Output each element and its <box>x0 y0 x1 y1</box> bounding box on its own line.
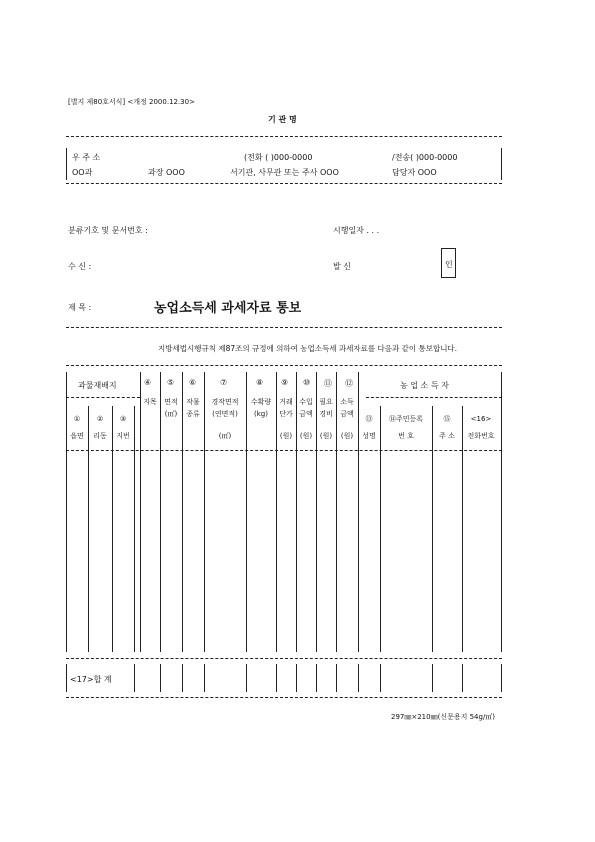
col-divider <box>462 406 463 652</box>
table-right-border <box>501 372 502 652</box>
header-farmer: 농 업 소 득 자 <box>400 381 449 390</box>
address-box-right <box>501 148 502 180</box>
col-cultivated-unit: (㎡) <box>218 432 232 440</box>
subject-label: 제 목 : <box>68 303 92 312</box>
total-divider <box>316 664 317 692</box>
col-n2: ② <box>96 415 104 423</box>
total-label: <17>합 계 <box>70 675 112 684</box>
total-divider <box>336 664 337 692</box>
address-fax: /전송( )000-0000 <box>392 153 458 162</box>
header-bottom-rule <box>66 450 502 451</box>
address-zip-label: 우 주 소 <box>72 153 101 162</box>
total-divider <box>276 664 277 692</box>
body-text: 지방세법시행규칙 제87조의 규정에 의하여 농업소득세 과세자료를 다음과 같이 통보합니다. <box>158 344 458 353</box>
col-cultivated-total: (연면적) <box>212 410 238 418</box>
col-rrn-number: 번 호 <box>398 432 414 440</box>
form-label: [별지 제80호서식] <개정 2000.12.30> <box>68 98 195 106</box>
doc-number-label: 분류기호 및 문서번호 : <box>68 226 148 235</box>
col-income-amount: 금액 <box>340 410 354 418</box>
col-n3: ③ <box>119 415 127 423</box>
col-phone: <16> <box>470 415 492 423</box>
col-cost-unit: (원) <box>319 432 333 440</box>
header-n11: ⑪ <box>324 379 332 388</box>
header-n7: ⑦ <box>220 378 228 387</box>
col-town: 읍면 <box>70 432 84 440</box>
col-price-unit-label: 단가 <box>279 410 293 418</box>
header-n10: ⑩ <box>303 378 311 387</box>
col-divider <box>112 406 113 652</box>
col-area: 면적 <box>164 398 178 406</box>
col-cultivated: 경작면적 <box>211 398 239 406</box>
col-revenue: 수입 <box>299 398 313 406</box>
table-bottom-rule <box>66 697 502 698</box>
header-mid-rule <box>66 397 140 398</box>
body-bottom-rule <box>66 658 502 659</box>
col-income: 소득 <box>340 398 354 406</box>
subject-text: 농업소득세 과세자료 통보 <box>154 301 302 316</box>
col-cost: 필요 <box>319 398 333 406</box>
address-phone: (전화 ( )000-0000 <box>244 153 313 162</box>
col-phone-number: 전화번호 <box>467 432 495 440</box>
col-divider <box>276 372 277 652</box>
total-divider <box>296 664 297 692</box>
seal-label: 인 <box>445 260 453 269</box>
address-box-bottom <box>66 183 502 184</box>
header-n6: ⑥ <box>189 378 197 387</box>
col-divider <box>296 372 297 652</box>
col-yield-unit: (kg) <box>254 410 268 418</box>
issuer-name: 기 관 명 <box>268 115 297 124</box>
col-crop: 작물 <box>186 398 200 406</box>
total-divider <box>432 664 433 692</box>
paper-spec: 297㎜×210㎜(신문용지 54g/㎡) <box>391 713 496 721</box>
header-n9: ⑨ <box>281 378 289 387</box>
col-divider <box>380 406 381 652</box>
total-left-border <box>66 664 67 692</box>
total-divider <box>204 664 205 692</box>
total-divider <box>182 664 183 692</box>
col-revenue-unit: (원) <box>299 432 313 440</box>
header-location: 과물재배지 <box>78 381 117 390</box>
col-n15: ⑮ <box>443 415 451 423</box>
col-n1: ① <box>73 415 81 423</box>
header-n8: ⑧ <box>256 378 264 387</box>
col-divider <box>160 372 161 652</box>
header-n5: ⑤ <box>167 378 175 387</box>
total-divider <box>358 664 359 692</box>
col-revenue-amount: 금액 <box>299 410 313 418</box>
total-divider <box>160 664 161 692</box>
col-address: 주 소 <box>439 432 455 440</box>
total-divider <box>380 664 381 692</box>
address-post: 서기관, 사무관 또는 주사 OOO <box>230 168 339 177</box>
address-contact: 담당자 OOO <box>392 168 437 177</box>
col-plot-type: 지목 <box>143 398 157 406</box>
col-divider <box>204 372 205 652</box>
col-income-unit: (원) <box>340 432 354 440</box>
col-lot: 지번 <box>116 432 130 440</box>
address-dept: OO과 <box>72 168 93 177</box>
col-divider <box>182 372 183 652</box>
col-divider <box>316 372 317 652</box>
total-divider <box>134 664 135 692</box>
col-n13: ⑬ <box>365 415 373 423</box>
col-rrn: ⑭주민등록 <box>388 415 424 423</box>
col-divider <box>134 406 135 652</box>
col-divider <box>336 372 337 652</box>
col-area-unit: (㎡) <box>164 410 178 418</box>
col-cost-expense: 경비 <box>319 410 333 418</box>
header-mid-rule-right <box>366 397 502 398</box>
col-crop-type: 종류 <box>186 410 200 418</box>
address-head: 과장 OOO <box>148 168 185 177</box>
address-box-top <box>66 136 502 137</box>
subject-rule <box>66 327 502 328</box>
total-divider <box>462 664 463 692</box>
col-divider <box>246 372 247 652</box>
sender-label: 발 신 <box>333 262 351 271</box>
total-divider <box>246 664 247 692</box>
col-divider <box>432 406 433 652</box>
col-divider <box>140 372 141 652</box>
col-divider <box>358 372 359 652</box>
header-n4: ④ <box>144 378 152 387</box>
col-price-unit: (원) <box>279 432 293 440</box>
col-name: 성명 <box>362 432 376 440</box>
address-box-left <box>66 148 67 180</box>
recipient-label: 수 신 : <box>68 262 92 271</box>
table-top-rule <box>66 365 502 366</box>
header-n12: ⑫ <box>345 379 353 388</box>
date-label: 시행일자 . . . <box>333 226 380 235</box>
col-price: 거래 <box>279 398 293 406</box>
col-divider <box>88 406 89 652</box>
total-right-border <box>501 664 502 692</box>
col-village: 리동 <box>93 432 107 440</box>
col-yield: 수확량 <box>250 398 272 406</box>
